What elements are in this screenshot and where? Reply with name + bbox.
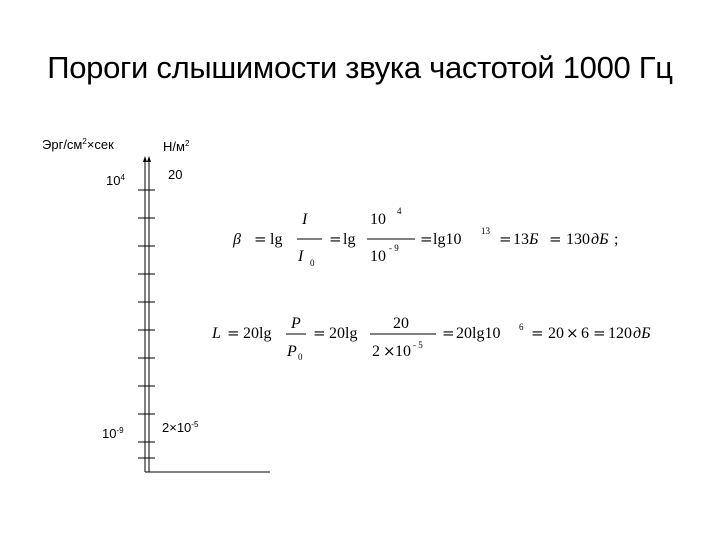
numerator-20: 20	[393, 315, 409, 332]
left-unit-base: Эрг/см	[42, 137, 83, 152]
denominator-exp: - 9	[389, 243, 399, 253]
equals-sign: =	[531, 324, 544, 342]
term-20lg10: 20lg10	[456, 325, 501, 342]
lg-1: lg	[270, 231, 283, 248]
value-6: 6	[581, 325, 589, 342]
right-top-value: 20	[168, 167, 183, 182]
equals-sign: =	[499, 230, 512, 248]
equals-sign: =	[313, 324, 326, 342]
value-120: 120	[608, 325, 632, 342]
denominator-exp: - 5	[413, 340, 423, 350]
unit-B: Б	[529, 231, 539, 248]
lg10: lg10	[433, 231, 462, 248]
lg-2: lg	[343, 231, 356, 248]
right-unit-sup: 2	[184, 139, 190, 148]
scale-axis	[145, 162, 270, 472]
term-20lg10-exp: 6	[519, 322, 524, 332]
equals-sign: =	[549, 230, 562, 248]
unit-dB: дБ	[591, 231, 609, 248]
left-unit-rest: ×сек	[86, 137, 114, 152]
term-20lg-2: 20lg	[329, 325, 358, 342]
formula-beta	[232, 206, 618, 268]
left-bottom-base: 10	[102, 426, 117, 441]
L-symbol: L	[212, 325, 221, 342]
formula-L	[211, 315, 651, 362]
left-unit-sup: 2	[82, 137, 87, 146]
unit-dB: дБ	[633, 325, 651, 342]
lg10-exp: 13	[481, 226, 490, 236]
numerator-10: 10	[370, 211, 386, 228]
right-bottom-base: 2×10	[162, 420, 192, 435]
left-top-base: 10	[106, 173, 121, 188]
term-20lg-1: 20lg	[243, 325, 272, 342]
equals-sign: =	[329, 230, 342, 248]
left-bottom-sup: -9	[116, 426, 124, 435]
beta-symbol: β	[233, 231, 241, 248]
numerator-P: P	[291, 315, 301, 332]
denominator-P0-sub: 0	[298, 352, 303, 362]
denominator-I0: I	[298, 248, 304, 265]
value-13: 13	[513, 231, 529, 248]
value-130: 130	[566, 231, 590, 248]
axis-ticks	[138, 190, 155, 458]
denominator-2: 2	[372, 343, 380, 360]
times-sign: ×	[566, 324, 579, 342]
equals-sign: =	[442, 324, 455, 342]
value-20: 20	[548, 325, 564, 342]
axis-arrow-left	[143, 156, 147, 162]
right-bottom-sup: -5	[191, 420, 199, 429]
equals-sign: =	[593, 324, 606, 342]
equals-sign: =	[227, 324, 240, 342]
denominator-10: 10	[395, 343, 411, 360]
semicolon: ;	[614, 231, 619, 248]
denominator-P0: P	[287, 343, 297, 360]
left-top-sup: 4	[120, 173, 125, 182]
numerator-I: I	[302, 211, 308, 228]
numerator-exp: 4	[397, 206, 402, 216]
denominator-I0-sub: 0	[310, 258, 315, 268]
axis-arrow-right	[147, 156, 151, 162]
right-unit-base: Н/м	[163, 139, 185, 154]
slide-title: Пороги слышимости звука частотой 1000 Гц	[47, 50, 673, 85]
equals-sign: =	[420, 230, 433, 248]
equals-sign: =	[254, 230, 267, 248]
denominator-10: 10	[370, 248, 386, 265]
times-sign: ×	[383, 342, 396, 360]
